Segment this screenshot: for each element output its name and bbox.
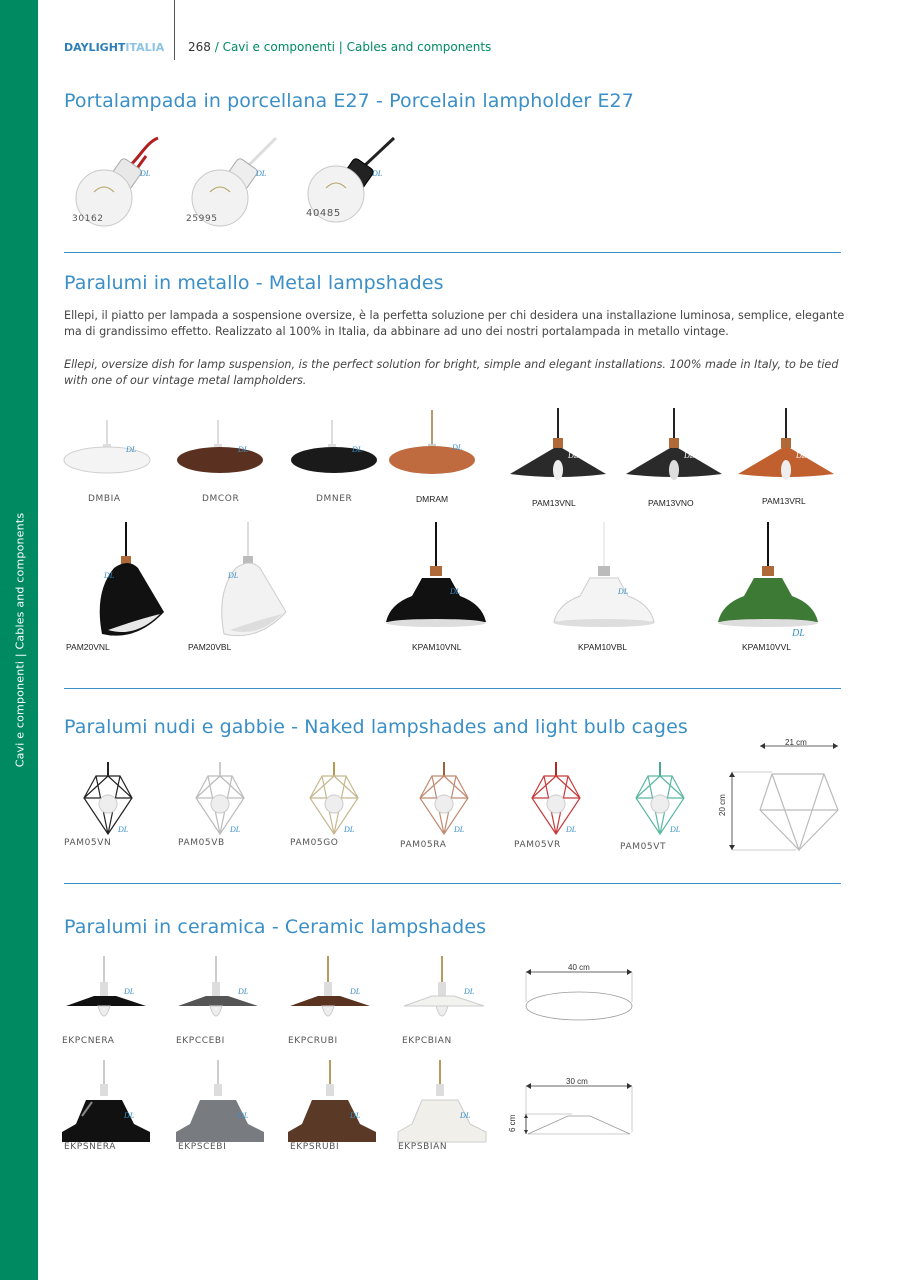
product-image-ekpccebi	[176, 956, 260, 1032]
dimension-dish-width: 40 cm	[568, 963, 590, 972]
svg-text:DL: DL	[344, 825, 355, 834]
svg-text:DL: DL	[450, 587, 461, 596]
product-code: PAM13VRL	[762, 496, 806, 506]
svg-text:DL: DL	[256, 169, 267, 178]
svg-text:DL: DL	[124, 1111, 135, 1120]
svg-text:DL: DL	[372, 169, 383, 178]
product-code: 40485	[306, 208, 341, 219]
product-image-pam05ra	[414, 762, 474, 838]
svg-text:DL: DL	[238, 445, 249, 454]
product-code: EKPCCEBI	[176, 1036, 225, 1046]
product-code: PAM05VR	[514, 840, 561, 850]
product-image-ekpcbian	[402, 956, 486, 1032]
product-image-dmbia	[62, 420, 152, 480]
sidebar-band	[0, 0, 38, 1280]
product-code: PAM20VBL	[188, 642, 232, 652]
product-code: PAM13VNL	[532, 498, 576, 508]
product-image-pam13vrl	[736, 408, 836, 488]
svg-text:DL: DL	[104, 571, 115, 580]
svg-text:DL: DL	[618, 587, 629, 596]
section-divider	[64, 252, 841, 253]
product-code: EKPSCEBI	[178, 1142, 227, 1152]
svg-text:DL: DL	[792, 628, 805, 639]
product-image-30162	[68, 134, 168, 226]
dimension-height: 20 cm	[718, 794, 727, 816]
product-image-kpam10vbl	[552, 522, 656, 632]
svg-text:DL: DL	[350, 1111, 361, 1120]
product-code: EKPSBIAN	[398, 1142, 448, 1152]
breadcrumb-slash: /	[210, 40, 223, 54]
product-image-dmram	[388, 410, 478, 480]
product-image-dmcor	[176, 420, 266, 480]
product-image-pam13vnl	[508, 408, 608, 488]
section-title-ceramic: Paralumi in ceramica - Ceramic lampshades	[64, 916, 487, 938]
section-title-porcelain: Portalampada in porcellana E27 - Porcelain lampholder E27	[64, 90, 634, 112]
product-image-ekpcrubi	[288, 956, 372, 1032]
product-image-pam05vb	[190, 762, 250, 838]
product-image-ekpsrubi	[288, 1060, 378, 1148]
product-image-dmner	[290, 420, 380, 480]
product-code: DMCOR	[202, 494, 240, 504]
product-code: EKPSRUBI	[290, 1142, 340, 1152]
dimension-shade-width: 30 cm	[566, 1077, 588, 1086]
svg-text:DL: DL	[796, 451, 807, 460]
svg-text:DL: DL	[228, 571, 239, 580]
brand-logo	[64, 40, 164, 54]
svg-text:DL: DL	[140, 169, 151, 178]
product-image-pam20vbl	[218, 522, 290, 638]
product-code: KPAM10VNL	[412, 642, 462, 652]
product-code: PAM20VNL	[66, 642, 110, 652]
product-code: DMNER	[316, 494, 353, 504]
breadcrumb	[188, 40, 491, 54]
svg-text:DL: DL	[566, 825, 577, 834]
product-image-pam05go	[304, 762, 364, 838]
svg-text:DL: DL	[230, 825, 241, 834]
breadcrumb-text: Cavi e componenti | Cables and components	[222, 40, 492, 54]
product-code: EKPSNERA	[64, 1142, 116, 1152]
page-number: 268	[188, 40, 211, 54]
section-divider	[64, 688, 841, 689]
svg-text:DL: DL	[118, 825, 129, 834]
product-image-pam20vnl	[96, 522, 168, 638]
product-code: PAM05GO	[290, 838, 339, 848]
dimension-width: 21 cm	[785, 738, 807, 747]
product-code: 30162	[72, 214, 104, 224]
product-image-ekpcnera	[64, 956, 148, 1032]
svg-text:DL: DL	[464, 987, 475, 996]
svg-text:DL: DL	[126, 445, 137, 454]
product-code: DMRAM	[416, 494, 449, 504]
svg-text:DL: DL	[238, 987, 249, 996]
product-code: PAM05RA	[400, 840, 447, 850]
product-code: PAM05VB	[178, 838, 225, 848]
product-image-ekpsnera	[62, 1060, 152, 1148]
cage-dimension-drawing	[724, 738, 844, 854]
description-english: Ellepi, oversize dish for lamp suspension, is the perfect solution for bright, simple and elegant installations. 100% made in Italy, to be tied with one of our vintage metal lampholders.	[64, 358, 839, 387]
product-image-pam05vn	[78, 762, 138, 838]
product-code: PAM05VT	[620, 842, 667, 852]
product-code: KPAM10VVL	[742, 642, 791, 652]
svg-text:DL: DL	[452, 443, 463, 452]
product-code: 25995	[186, 214, 218, 224]
product-code: DMBIA	[88, 494, 121, 504]
svg-text:DL: DL	[454, 825, 465, 834]
svg-text:DL: DL	[568, 451, 579, 460]
sidebar-label: Cavi e componenti | Cables and components	[13, 512, 27, 768]
brand-italia: ITALIA	[125, 41, 165, 54]
product-code: PAM13VNO	[648, 498, 694, 508]
product-image-25995	[184, 134, 284, 226]
product-image-pam05vr	[526, 762, 586, 838]
dimension-shade-height: 6 cm	[508, 1114, 517, 1132]
product-code: EKPCRUBI	[288, 1036, 338, 1046]
svg-text:DL: DL	[352, 445, 363, 454]
svg-text:DL: DL	[350, 987, 361, 996]
description-italian: Ellepi, il piatto per lampada a sospensione oversize, è la perfetta soluzione per chi desidera una installazione luminosa, semplice, elegante ma di grandissimo effetto. Realizzato al 100% in Italia, da abbinare ad uno dei nostri portalampada in metallo vintage.	[64, 309, 845, 338]
product-code: PAM05VN	[64, 838, 112, 848]
header-divider	[174, 0, 175, 60]
product-image-kpam10vnl	[384, 522, 488, 632]
section-title-metal: Paralumi in metallo - Metal lampshades	[64, 272, 444, 294]
product-code: KPAM10VBL	[578, 642, 627, 652]
svg-text:DL: DL	[684, 451, 695, 460]
product-code: EKPCBIAN	[402, 1036, 452, 1046]
section-divider	[64, 883, 841, 884]
svg-text:DL: DL	[670, 825, 681, 834]
section-title-cages: Paralumi nudi e gabbie - Naked lampshades and light bulb cages	[64, 716, 688, 738]
product-image-kpam10vvl	[716, 522, 820, 640]
product-image-ekpscebi	[176, 1060, 266, 1148]
svg-text:DL: DL	[460, 1111, 471, 1120]
svg-text:DL: DL	[124, 987, 135, 996]
product-image-pam05vt	[630, 762, 690, 838]
svg-text:DL: DL	[238, 1111, 249, 1120]
product-code: EKPCNERA	[62, 1036, 115, 1046]
brand-daylight: DAYLIGHT	[64, 41, 126, 54]
product-image-ekpsbian	[398, 1060, 488, 1148]
product-image-pam13vno	[624, 408, 724, 488]
